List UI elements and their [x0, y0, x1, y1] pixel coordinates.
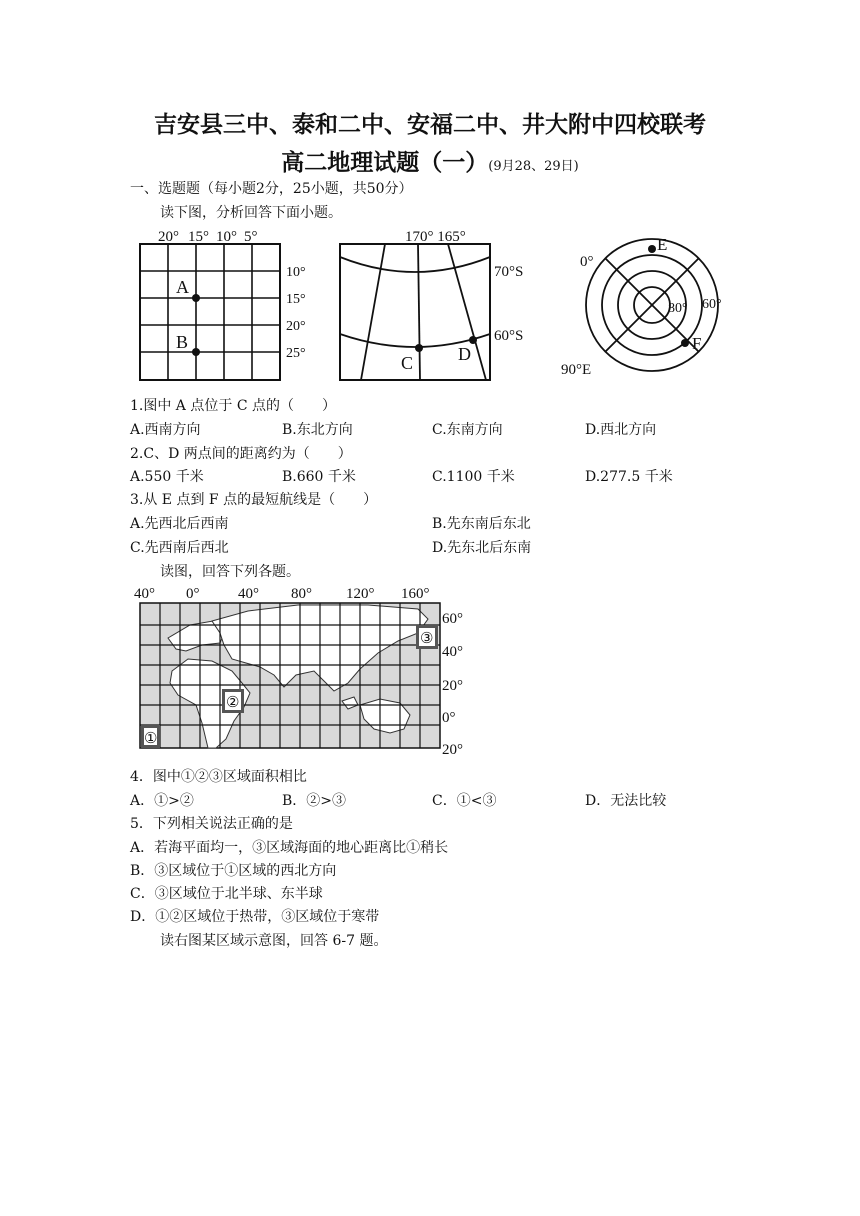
- q1-option-b[interactable]: B.东北方向: [282, 422, 353, 438]
- polar-0-label: 0°: [580, 254, 594, 270]
- lat-label: 20°: [442, 678, 463, 694]
- question-2-stem: 2.C、D 两点间的距离约为（ ）: [130, 446, 352, 462]
- point-d-label: D: [458, 344, 471, 364]
- lat-60s-label: 60°S: [494, 328, 524, 344]
- lon-label: 40°: [238, 586, 259, 602]
- polar-projection-map: [340, 229, 523, 380]
- q4-option-b[interactable]: B．②>③: [282, 793, 347, 809]
- point-b-label: B: [176, 332, 189, 352]
- grid-top-label: 15°: [188, 229, 209, 245]
- polar-circle-map: [561, 235, 722, 378]
- lon-label: 120°: [346, 586, 375, 602]
- subtitle-main: 高二地理试题（一）: [281, 149, 489, 176]
- point-e: [648, 245, 656, 253]
- q2-option-a[interactable]: A.550 千米: [130, 469, 204, 485]
- region-3-label: ③: [420, 631, 434, 647]
- q4-option-c[interactable]: C．①<③: [432, 793, 497, 809]
- q1-option-a[interactable]: A.西南方向: [130, 422, 201, 438]
- q3-option-b[interactable]: B.先东南后东北: [432, 516, 531, 532]
- q2-option-d[interactable]: D.277.5 千米: [585, 469, 673, 485]
- point-a: [192, 294, 200, 302]
- grid-map: [140, 229, 306, 380]
- grid-right-label: 15°: [286, 292, 306, 307]
- point-d: [469, 336, 477, 344]
- q3-option-a[interactable]: A.先西北后西南: [130, 516, 229, 532]
- region-1: [141, 725, 160, 748]
- exam-subtitle: [0, 144, 860, 177]
- polar-80-label: 80°: [668, 301, 688, 316]
- lat-label: 20°: [442, 742, 463, 758]
- section-intro: 读下图，分析回答下面小题。: [160, 205, 342, 221]
- world-grid-map: [128, 583, 473, 758]
- lon-label: 80°: [291, 586, 312, 602]
- question-3-stem: 3.从 E 点到 F 点的最短航线是（ ）: [130, 492, 378, 508]
- grid-right-label: 25°: [286, 346, 306, 361]
- q2-option-c[interactable]: C.1100 千米: [432, 469, 515, 485]
- region-1-label: ①: [144, 731, 158, 747]
- grid-top-label: 20°: [158, 229, 179, 245]
- lat-label: 0°: [442, 710, 456, 726]
- q1-option-d[interactable]: D.西北方向: [585, 422, 657, 438]
- question-1-stem: 1.图中 A 点位于 C 点的（ ）: [130, 398, 336, 414]
- grid-right-label: 20°: [286, 319, 306, 334]
- polar-60-label: 60°: [702, 297, 722, 312]
- figure-coordinate-maps: [120, 222, 740, 382]
- polar-90e-label: 90°E: [561, 362, 592, 378]
- q4-option-a[interactable]: A．①>②: [130, 793, 194, 809]
- q5-option-a[interactable]: A．若海平面均一，③区域海面的地心距离比①稍长: [130, 840, 449, 856]
- q5-option-c[interactable]: C．③区域位于北半球、东半球: [130, 886, 323, 902]
- q1-option-c[interactable]: C.东南方向: [432, 422, 503, 438]
- q4-option-d[interactable]: D．无法比较: [585, 793, 667, 809]
- region-3: [416, 625, 438, 649]
- q5-option-b[interactable]: B．③区域位于①区域的西北方向: [130, 863, 337, 879]
- region-2-label: ②: [226, 695, 240, 711]
- point-e-label: E: [657, 235, 668, 254]
- grid-right-label: 10°: [286, 265, 306, 280]
- lat-label: 60°: [442, 611, 463, 627]
- grid-top-label: 5°: [244, 229, 258, 245]
- q3-option-c[interactable]: C.先西南后西北: [130, 540, 229, 556]
- point-b: [192, 348, 200, 356]
- q2-option-b[interactable]: B.660 千米: [282, 469, 356, 485]
- section-intro-3: 读右图某区域示意图，回答 6-7 题。: [160, 933, 388, 949]
- grid-top-label: 10°: [216, 229, 237, 245]
- question-5-stem: 5．下列相关说法正确的是: [130, 816, 293, 832]
- exam-title: 吉安县三中、泰和二中、安福二中、井大附中四校联考: [154, 111, 706, 138]
- q5-option-d[interactable]: D．①②区域位于热带，③区域位于寒带: [130, 909, 380, 925]
- question-4-stem: 4．图中①②③区域面积相比: [130, 769, 307, 785]
- lat-70s-label: 70°S: [494, 264, 524, 280]
- mid-top-label: 170° 165°: [405, 229, 466, 245]
- point-f: [681, 339, 689, 347]
- lon-label: 160°: [401, 586, 430, 602]
- subtitle-date: (9月28、29日): [488, 159, 579, 174]
- section-intro-2: 读图，回答下列各题。: [160, 564, 300, 580]
- q3-option-d[interactable]: D.先东北后东南: [432, 540, 532, 556]
- point-a-label: A: [176, 277, 189, 297]
- section-heading: 一、选题题（每小题2分，25小题，共50分）: [130, 181, 413, 197]
- lon-label: 0°: [186, 586, 200, 602]
- lon-label: 40°: [134, 586, 155, 602]
- point-f-label: F: [692, 334, 702, 353]
- region-2: [222, 689, 244, 713]
- point-c: [415, 344, 423, 352]
- lat-label: 40°: [442, 644, 463, 660]
- point-c-label: C: [401, 353, 414, 373]
